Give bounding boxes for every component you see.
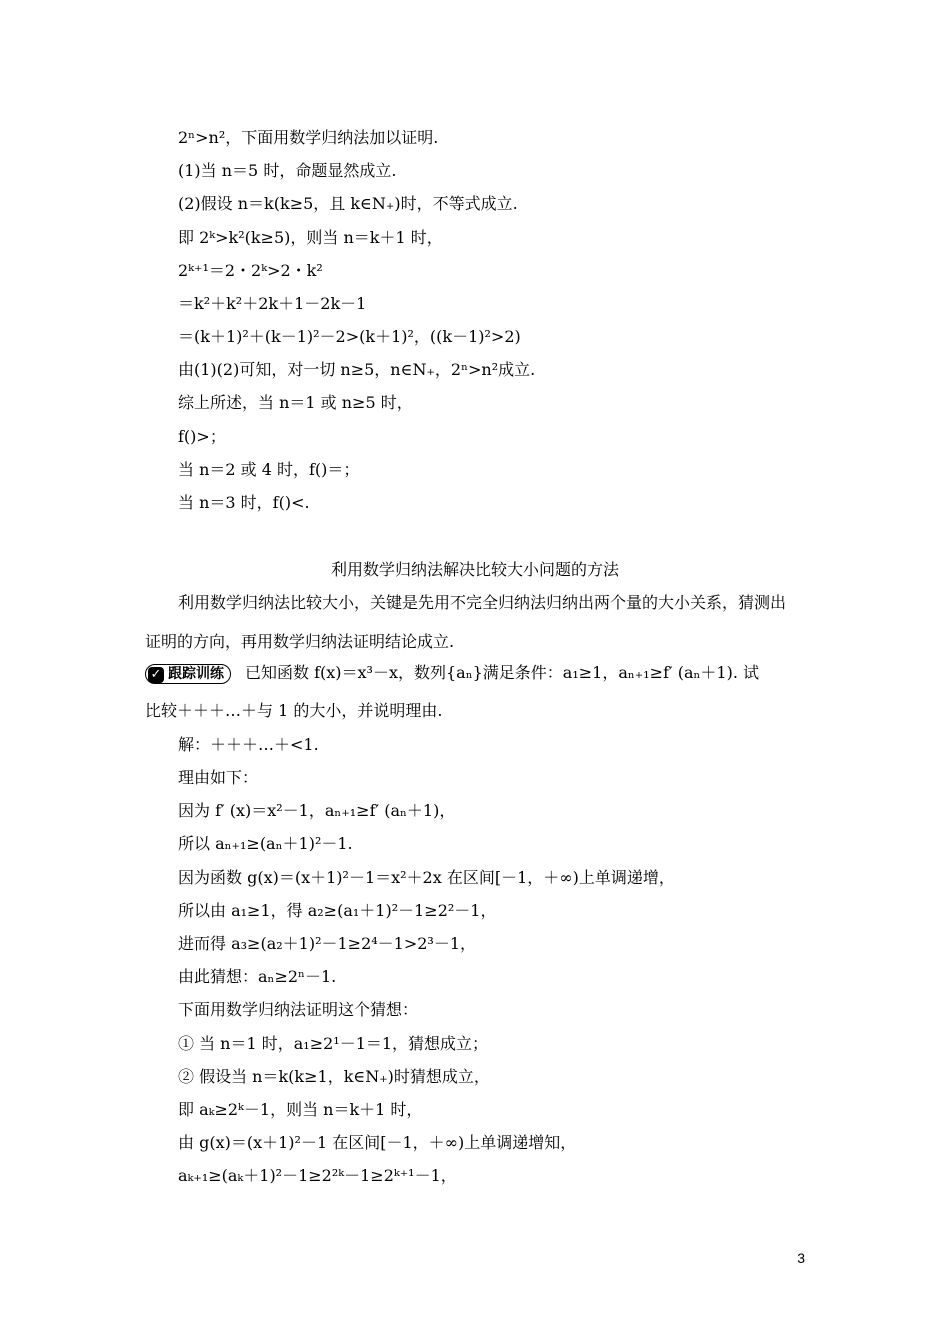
proof-line: 当 n＝3 时，f()<. bbox=[178, 493, 310, 512]
section-title: 利用数学归纳法解决比较大小问题的方法 bbox=[330, 560, 619, 579]
exercise-badge bbox=[145, 664, 231, 684]
page-number: 3 bbox=[797, 1250, 805, 1266]
proof-line: 当 n＝2 或 4 时，f()＝； bbox=[178, 460, 360, 479]
exercise-statement bbox=[145, 663, 759, 684]
proof-line: 2ⁿ>n²，下面用数学归纳法加以证明. bbox=[178, 128, 439, 147]
proof-line: 即 2ᵏ>k²(k≥5)，则当 n＝k＋1 时， bbox=[178, 228, 443, 247]
check-icon: ✓ bbox=[148, 667, 164, 683]
exercise-badge-label: 跟踪训练 bbox=[168, 665, 224, 682]
solution-line: 由此猜想：aₙ≥2ⁿ－1. bbox=[178, 967, 337, 986]
proof-line: f()>； bbox=[178, 427, 226, 446]
solution-line: 下面用数学归纳法证明这个猜想： bbox=[178, 1000, 419, 1019]
solution-line: 由 g(x)＝(x＋1)²－1 在区间[－1，＋∞)上单调递增知， bbox=[178, 1133, 577, 1152]
proof-line: (1)当 n＝5 时，命题显然成立. bbox=[178, 161, 397, 180]
solution-line: aₖ₊₁≥(aₖ＋1)²－1≥2²ᵏ－1≥2ᵏ⁺¹－1， bbox=[178, 1166, 457, 1185]
method-text: 证明的方向，再用数学归纳法证明结论成立. bbox=[145, 632, 455, 651]
solution-line: 所以 aₙ₊₁≥(aₙ＋1)²－1. bbox=[178, 834, 353, 853]
proof-line: 综上所述，当 n＝1 或 n≥5 时， bbox=[178, 393, 413, 412]
proof-line: 由(1)(2)可知，对一切 n≥5，n∈N₊，2ⁿ>n²成立. bbox=[178, 360, 536, 379]
solution-line: 因为函数 g(x)＝(x＋1)²－1＝x²＋2x 在区间[－1，＋∞)上单调递增， bbox=[178, 868, 675, 887]
solution-line: 所以由 a₁≥1，得 a₂≥(a₁＋1)²－1≥2²－1， bbox=[178, 901, 497, 920]
exercise-text: 比较＋＋＋…＋与 1 的大小，并说明理由. bbox=[145, 701, 443, 720]
proof-line: ＝(k＋1)²＋(k－1)²－2>(k＋1)²，((k－1)²>2) bbox=[178, 327, 521, 346]
solution-line: 即 aₖ≥2ᵏ－1，则当 n＝k＋1 时， bbox=[178, 1100, 423, 1119]
solution-line: 进而得 a₃≥(a₂＋1)²－1≥2⁴－1>2³－1， bbox=[178, 934, 477, 953]
proof-line: 2ᵏ⁺¹＝2・2ᵏ>2・k² bbox=[178, 261, 323, 280]
proof-line: (2)假设 n＝k(k≥5，且 k∈N₊)时，不等式成立. bbox=[178, 194, 518, 213]
proof-line: ＝k²＋k²＋2k＋1－2k－1 bbox=[178, 294, 367, 313]
solution-line: 因为 f′ (x)＝x²－1，aₙ₊₁≥f′ (aₙ＋1)， bbox=[178, 801, 456, 820]
solution-line: ② 假设当 n＝k(k≥1，k∈N₊)时猜想成立， bbox=[178, 1067, 490, 1086]
method-text: 利用数学归纳法比较大小，关键是先用不完全归纳法归纳出两个量的大小关系，猜测出 bbox=[178, 593, 787, 612]
solution-line: ① 当 n＝1 时，a₁≥2¹－1＝1，猜想成立； bbox=[178, 1034, 489, 1053]
solution-line: 理由如下： bbox=[178, 768, 259, 787]
exercise-text: 已知函数 f(x)＝x³－x，数列{aₙ}满足条件：a₁≥1，aₙ₊₁≥f′ (aₙ＋1). 试 bbox=[245, 663, 760, 682]
solution-line: 解：＋＋＋…＋<1. bbox=[178, 735, 319, 754]
